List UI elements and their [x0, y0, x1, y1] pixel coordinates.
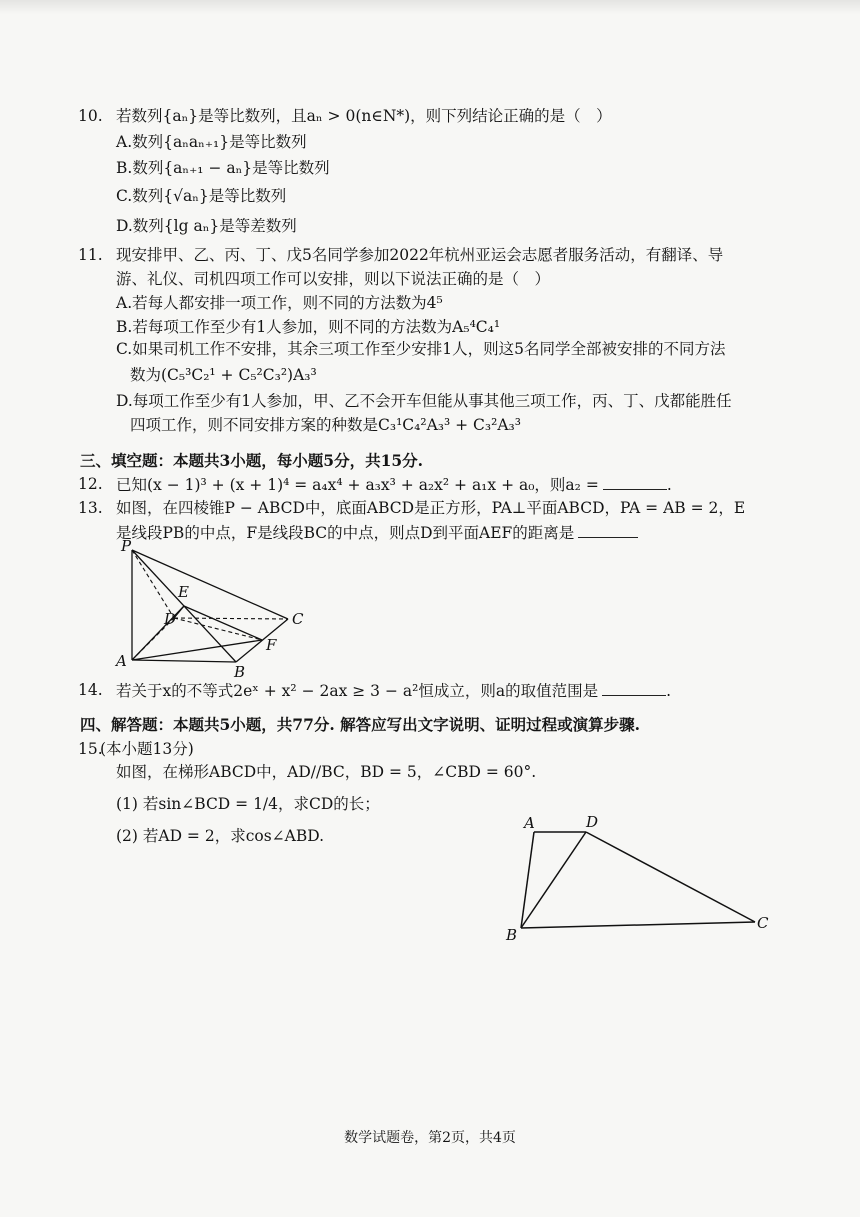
q14-line [116, 680, 671, 701]
edge-AB [132, 660, 236, 662]
q11-option-c-line1: C.如果司机工作不安排，其余三项工作至少安排1人，则这5名同学全部被安排的不同方法 [116, 340, 726, 358]
q12-line [116, 474, 672, 495]
q11-option-d-line1: D.每项工作至少有1人参加，甲、乙不会开车但能从事其他三项工作，丙、丁、戊都能胜任 [116, 392, 732, 410]
q15-number: 15. [78, 740, 103, 758]
q14-period: . [666, 682, 672, 700]
label-D: D [586, 813, 599, 831]
q10-option-a: A.数列{aₙaₙ₊₁}是等比数列 [116, 133, 307, 151]
q11-option-c-line2: 数为(C₅³C₂¹ + C₅²C₃²)A₃³ [130, 366, 317, 384]
label-E: E [178, 583, 189, 601]
q13-line1: 如图，在四棱锥P − ABCD中，底面ABCD是正方形，PA⊥平面ABCD，PA = AB = 2，E [116, 499, 746, 517]
q13-number: 13. [78, 499, 103, 517]
q10-option-c: C.数列{√aₙ}是等比数列 [116, 187, 287, 205]
label-A: A [116, 652, 127, 670]
q10-option-d: D.数列{lg aₙ}是等差数列 [116, 217, 297, 235]
q15-part2: (2) 若AD = 2，求cos∠ABD. [116, 827, 325, 845]
q10-stem: 若数列{aₙ}是等比数列，且aₙ > 0(n∈N*)，则下列结论正确的是（ ） [116, 107, 612, 125]
q11-option-a: A.若每人都安排一项工作，则不同的方法数为4⁵ [116, 294, 443, 312]
section4-title: 四、解答题：本题共5小题，共77分. 解答应写出文字说明、证明过程或演算步骤. [80, 715, 641, 734]
q11-number: 11. [78, 246, 103, 264]
q11-stem-line1: 现安排甲、乙、丙、丁、戊5名同学参加2022年杭州亚运会志愿者服务活动，有翻译、导 [116, 246, 724, 264]
q14-number: 14. [78, 681, 103, 699]
label-B: B [506, 926, 518, 942]
diagonal-BD [521, 832, 586, 928]
edge-AE [132, 606, 184, 660]
q12-answer-blank [603, 474, 667, 490]
q15-stem: 如图，在梯形ABCD中，AD//BC，BD = 5，∠CBD = 60°. [116, 763, 537, 781]
q10-option-b: B.数列{aₙ₊₁ − aₙ}是等比数列 [116, 159, 330, 177]
scan-top-band [0, 0, 860, 14]
q11-option-d-line2: 四项工作，则不同安排方案的种数是C₃¹C₄²A₃³ + C₃²A₃³ [130, 416, 521, 434]
label-F: F [266, 636, 277, 654]
q12-text: 已知(x − 1)³ + (x + 1)⁴ = a₄x⁴ + a₃x³ + a₂x² + a₁x + a₀，则a₂ = [116, 476, 599, 494]
label-B: B [234, 663, 246, 678]
label-A: A [524, 814, 535, 832]
q11-option-b: B.若每项工作至少有1人参加，则不同的方法数为A₅⁴C₄¹ [116, 318, 501, 336]
q12-period: . [666, 476, 672, 494]
edge-DC [174, 618, 288, 619]
q15-part1: (1) 若sin∠BCD = 1/4，求CD的长； [116, 795, 380, 813]
side-BC [521, 922, 755, 928]
q11-stem-line2: 游、礼仪、司机四项工作可以安排，则以下说法正确的是（ ） [116, 270, 551, 288]
pyramid-figure [112, 538, 322, 678]
q13-line2: 是线段PB的中点，F是线段BC的中点，则点D到平面AEF的距离是 [116, 524, 575, 542]
q14-text: 若关于x的不等式2eˣ + x² − 2ax ≥ 3 − a²恒成立，则a的取值范围是 [116, 682, 599, 700]
trapezoid-figure [498, 812, 778, 942]
label-C: C [292, 610, 304, 628]
q14-answer-blank [602, 680, 666, 696]
label-D: D [164, 610, 177, 628]
side-AB [521, 832, 534, 928]
label-P: P [121, 538, 132, 555]
q12-number: 12. [78, 475, 103, 493]
label-C: C [757, 914, 769, 932]
section3-title: 三、填空题：本题共3小题，每小题5分，共15分. [80, 451, 424, 470]
page-footer: 数学试题卷，第2页，共4页 [344, 1130, 516, 1146]
q13-answer-blank [578, 522, 638, 538]
side-DC [586, 832, 755, 922]
q10-number: 10. [78, 107, 103, 125]
edge-PC [132, 550, 288, 619]
q15-header: (本小题13分) [100, 740, 194, 758]
edge-PD [132, 550, 174, 618]
